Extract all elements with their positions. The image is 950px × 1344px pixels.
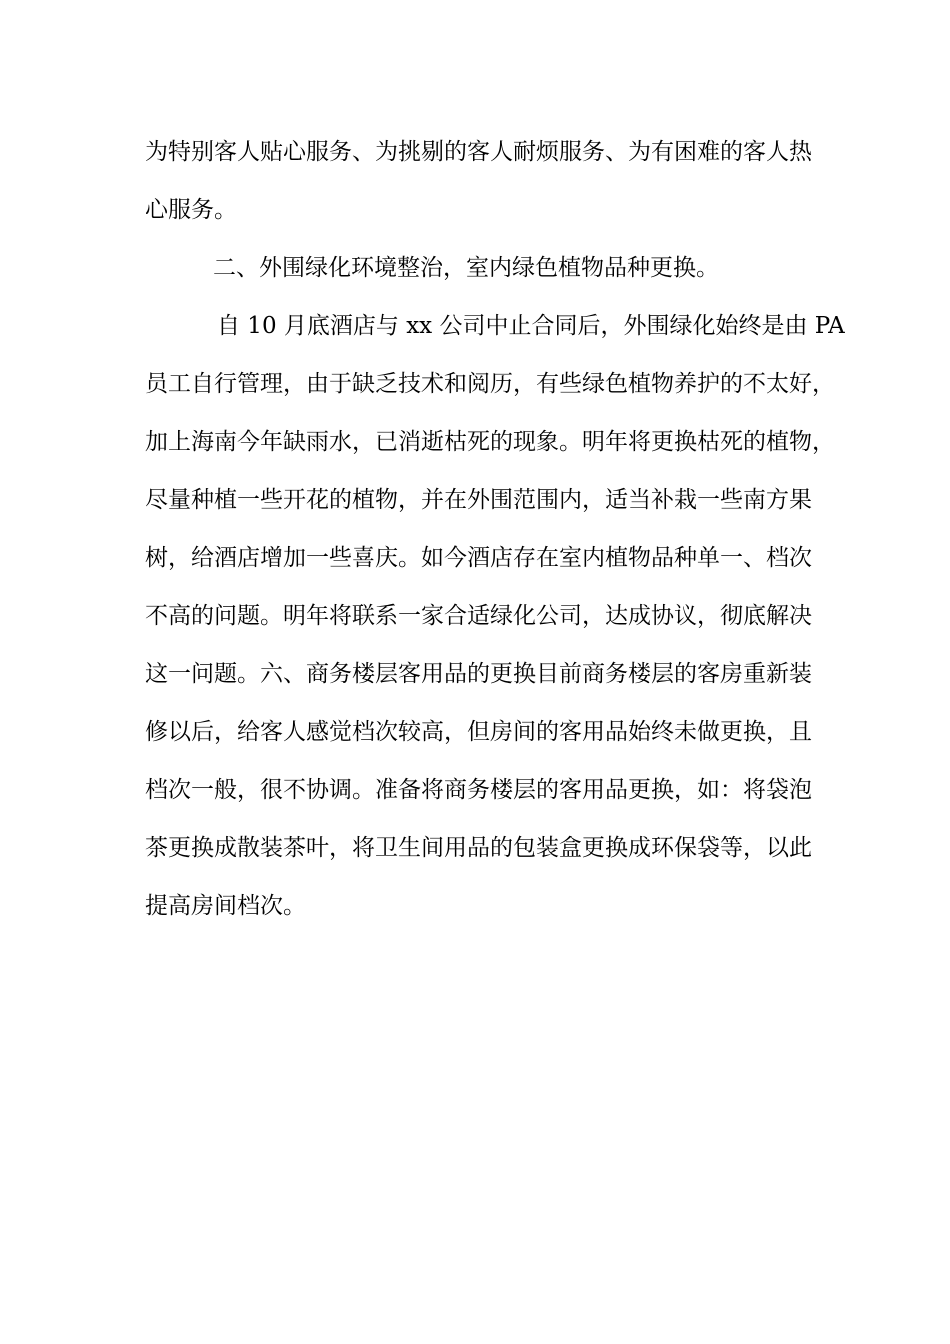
text-line-4: 自 10 月底酒店与 xx 公司中止合同后，外围绿化始终是由 PA [217,313,845,339]
text-line-1: 为特别客人贴心服务、为挑剔的客人耐烦服务、为有困难的客人热 [145,139,812,165]
text-line-9: 不高的问题。明年将联系一家合适绿化公司，达成协议，彻底解决 [145,603,812,629]
text-line-12: 档次一般，很不协调。准备将商务楼层的客用品更换，如：将袋泡 [145,777,812,803]
section-heading: 二、外围绿化环境整治，室内绿色植物品种更换。 [213,255,719,281]
text-line-13: 茶更换成散装茶叶，将卫生间用品的包装盒更换成环保袋等，以此 [145,835,812,861]
text-line-5: 员工自行管理，由于缺乏技术和阅历，有些绿色植物养护的不太好， [145,371,835,397]
text-line-8: 树，给酒店增加一些喜庆。如今酒店存在室内植物品种单一、档次 [145,545,812,571]
text-line-6: 加上海南今年缺雨水，已消逝枯死的现象。明年将更换枯死的植物， [145,429,835,455]
text-line-2: 心服务。 [145,197,237,223]
text-line-7: 尽量种植一些开花的植物，并在外围范围内，适当补栽一些南方果 [145,487,812,513]
text-line-11: 修以后，给客人感觉档次较高，但房间的客用品始终未做更换，且 [145,719,812,745]
text-line-14: 提高房间档次。 [145,893,306,919]
text-line-10: 这一问题。六、商务楼层客用品的更换目前商务楼层的客房重新装 [145,661,812,687]
